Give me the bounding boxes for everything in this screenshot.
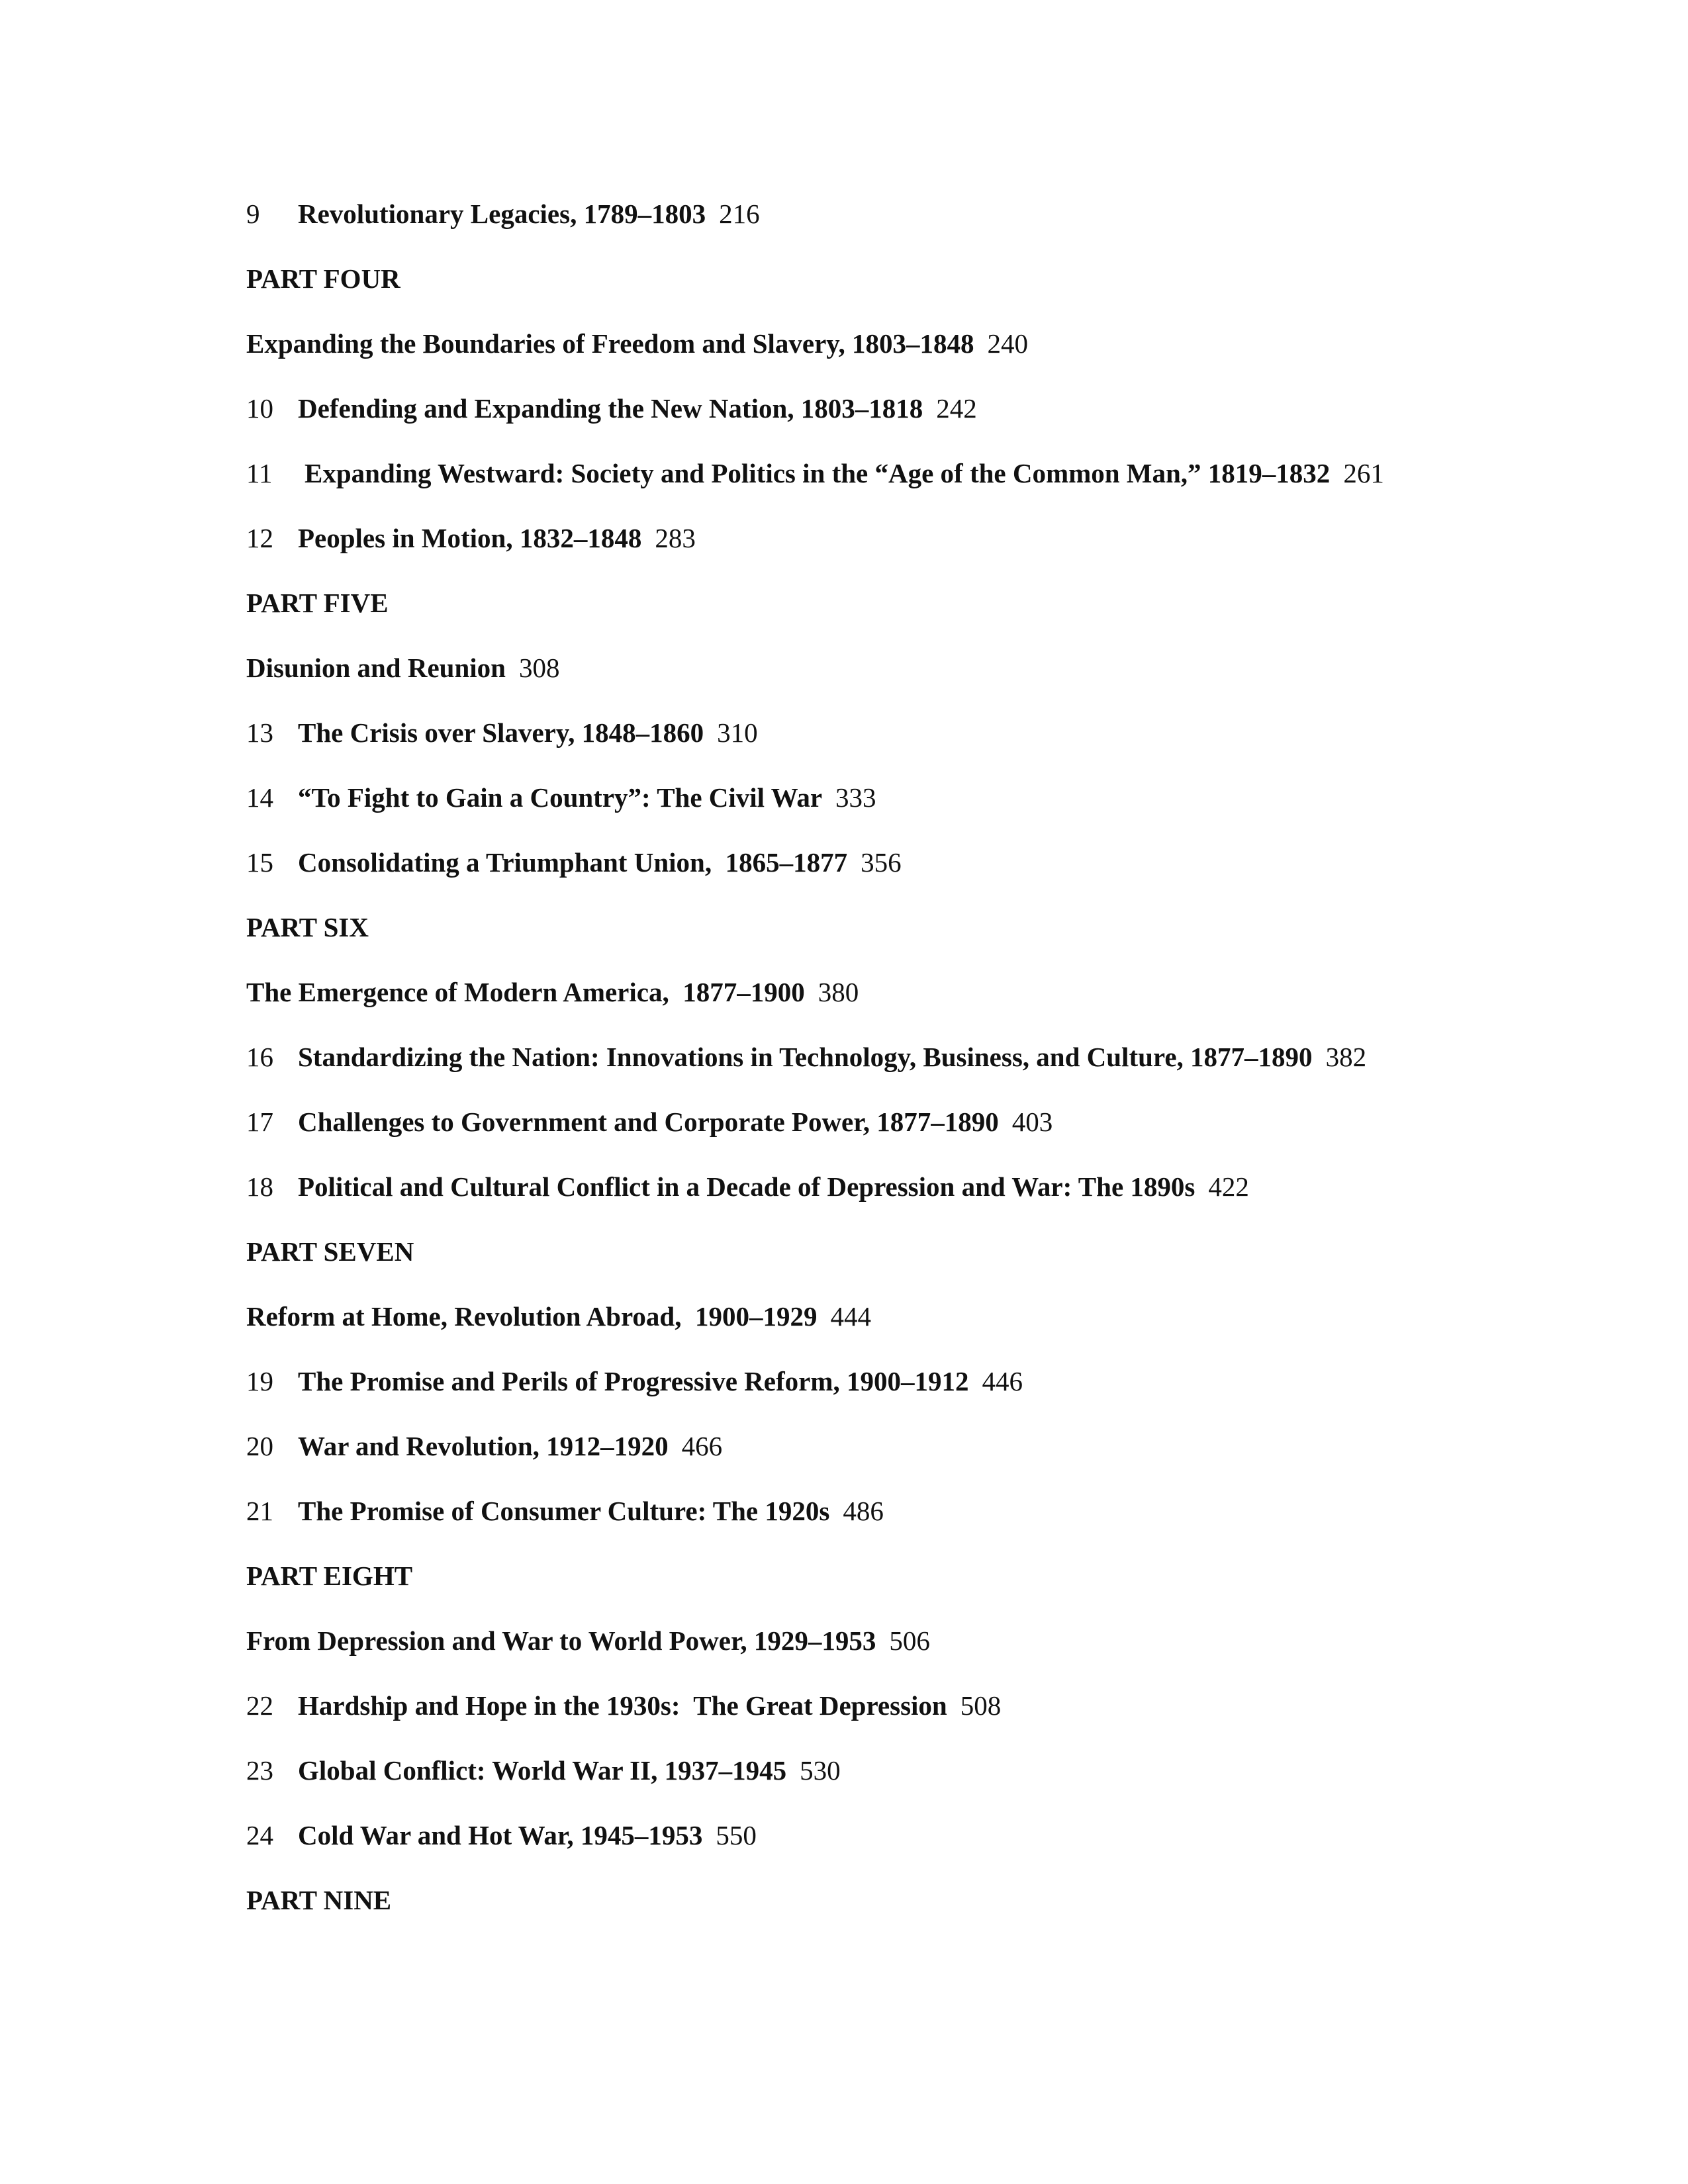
chapter-title: Global Conflict: World War II, 1937–1945 bbox=[298, 1755, 787, 1786]
chapter-title: Hardship and Hope in the 1930s: The Great Depression bbox=[298, 1690, 947, 1721]
part-heading-five bbox=[246, 586, 389, 619]
toc-chapter-21 bbox=[246, 1494, 884, 1527]
chapter-title: Consolidating a Triumphant Union, 1865–1877 bbox=[298, 847, 848, 878]
toc-chapter-18 bbox=[246, 1170, 1249, 1203]
chapter-number: 16 bbox=[246, 1042, 273, 1072]
part-heading-seven bbox=[246, 1235, 414, 1268]
toc-chapter-23 bbox=[246, 1754, 841, 1787]
page-number: 310 bbox=[717, 717, 758, 748]
part-heading-six bbox=[246, 911, 369, 944]
chapter-title: Revolutionary Legacies, 1789–1803 bbox=[298, 199, 706, 229]
chapter-title: Expanding Westward: Society and Politics in the “Age of the Common Man,” 1819–1832 bbox=[305, 458, 1331, 488]
part-heading: PART FOUR bbox=[246, 263, 400, 294]
chapter-title: Political and Cultural Conflict in a Decade of Depression and War: The 1890s bbox=[298, 1171, 1196, 1202]
chapter-title: Challenges to Government and Corporate Power, 1877–1890 bbox=[298, 1107, 999, 1137]
chapter-number: 12 bbox=[246, 523, 273, 553]
page-number: 550 bbox=[716, 1820, 757, 1850]
page-number: 466 bbox=[681, 1431, 723, 1461]
page-number: 356 bbox=[861, 847, 902, 878]
part-title: Disunion and Reunion bbox=[246, 653, 506, 683]
chapter-number: 14 bbox=[246, 782, 273, 813]
chapter-number: 19 bbox=[246, 1366, 273, 1396]
page-number: 506 bbox=[889, 1625, 930, 1656]
chapter-number: 17 bbox=[246, 1107, 273, 1137]
part-heading-nine bbox=[246, 1884, 391, 1917]
chapter-number: 9 bbox=[246, 199, 260, 229]
chapter-number: 22 bbox=[246, 1690, 273, 1721]
part-heading: PART FIVE bbox=[246, 588, 389, 618]
page-number: 242 bbox=[936, 393, 977, 424]
chapter-title: “To Fight to Gain a Country”: The Civil War bbox=[298, 782, 823, 813]
part-title-five bbox=[246, 651, 559, 684]
page-number: 283 bbox=[655, 523, 696, 553]
chapter-title: Cold War and Hot War, 1945–1953 bbox=[298, 1820, 703, 1850]
chapter-number: 20 bbox=[246, 1431, 273, 1461]
toc-chapter-9 bbox=[246, 197, 760, 230]
page-number: 261 bbox=[1343, 458, 1384, 488]
part-title: Expanding the Boundaries of Freedom and Slavery, 1803–1848 bbox=[246, 328, 974, 359]
chapter-number: 13 bbox=[246, 717, 273, 748]
part-title: From Depression and War to World Power, 1929–1953 bbox=[246, 1625, 876, 1656]
chapter-number: 11 bbox=[246, 458, 273, 488]
page-number: 382 bbox=[1325, 1042, 1367, 1072]
chapter-number: 10 bbox=[246, 393, 273, 424]
chapter-title: Defending and Expanding the New Nation, 1803–1818 bbox=[298, 393, 923, 424]
part-title: Reform at Home, Revolution Abroad, 1900–1929 bbox=[246, 1301, 818, 1332]
part-heading: PART NINE bbox=[246, 1885, 392, 1915]
page-number: 380 bbox=[818, 977, 859, 1007]
page-number: 508 bbox=[960, 1690, 1002, 1721]
chapter-number: 24 bbox=[246, 1820, 273, 1850]
page-number: 216 bbox=[719, 199, 760, 229]
toc-chapter-24 bbox=[246, 1819, 757, 1852]
toc-chapter-11 bbox=[246, 457, 1384, 490]
toc-chapter-15 bbox=[246, 846, 902, 879]
chapter-number: 23 bbox=[246, 1755, 273, 1786]
toc-chapter-19 bbox=[246, 1365, 1023, 1398]
toc-chapter-17 bbox=[246, 1105, 1053, 1138]
page-number: 308 bbox=[518, 653, 560, 683]
page-number: 403 bbox=[1011, 1107, 1053, 1137]
part-title-four bbox=[246, 327, 1028, 360]
part-title: The Emergence of Modern America, 1877–1900 bbox=[246, 977, 805, 1007]
chapter-number: 21 bbox=[246, 1496, 273, 1526]
chapter-title: Standardizing the Nation: Innovations in Technology, Business, and Culture, 1877–1890 bbox=[298, 1042, 1313, 1072]
toc-chapter-10 bbox=[246, 392, 977, 425]
part-heading: PART SEVEN bbox=[246, 1236, 414, 1267]
page-number: 444 bbox=[830, 1301, 871, 1332]
page-number: 422 bbox=[1208, 1171, 1249, 1202]
chapter-number: 18 bbox=[246, 1171, 273, 1202]
chapter-title: The Promise and Perils of Progressive Reform, 1900–1912 bbox=[298, 1366, 969, 1396]
chapter-title: The Crisis over Slavery, 1848–1860 bbox=[298, 717, 704, 748]
part-title-six bbox=[246, 976, 859, 1009]
part-title-seven bbox=[246, 1300, 871, 1333]
toc-chapter-16 bbox=[246, 1040, 1366, 1073]
chapter-title: War and Revolution, 1912–1920 bbox=[298, 1431, 669, 1461]
page-number: 240 bbox=[987, 328, 1029, 359]
toc-chapter-13 bbox=[246, 716, 758, 749]
toc-chapter-20 bbox=[246, 1430, 722, 1463]
part-heading: PART SIX bbox=[246, 912, 369, 942]
toc-chapter-22 bbox=[246, 1689, 1001, 1722]
part-heading-eight bbox=[246, 1559, 412, 1592]
chapter-title: Peoples in Motion, 1832–1848 bbox=[298, 523, 642, 553]
chapter-title: The Promise of Consumer Culture: The 1920s bbox=[298, 1496, 830, 1526]
page-number: 333 bbox=[835, 782, 876, 813]
toc-chapter-12 bbox=[246, 522, 696, 555]
page-number: 446 bbox=[982, 1366, 1023, 1396]
page-number: 486 bbox=[843, 1496, 884, 1526]
chapter-number: 15 bbox=[246, 847, 273, 878]
part-heading: PART EIGHT bbox=[246, 1561, 413, 1591]
part-heading-four bbox=[246, 262, 400, 295]
part-title-eight bbox=[246, 1624, 930, 1657]
toc-chapter-14 bbox=[246, 781, 876, 814]
page-number: 530 bbox=[800, 1755, 841, 1786]
